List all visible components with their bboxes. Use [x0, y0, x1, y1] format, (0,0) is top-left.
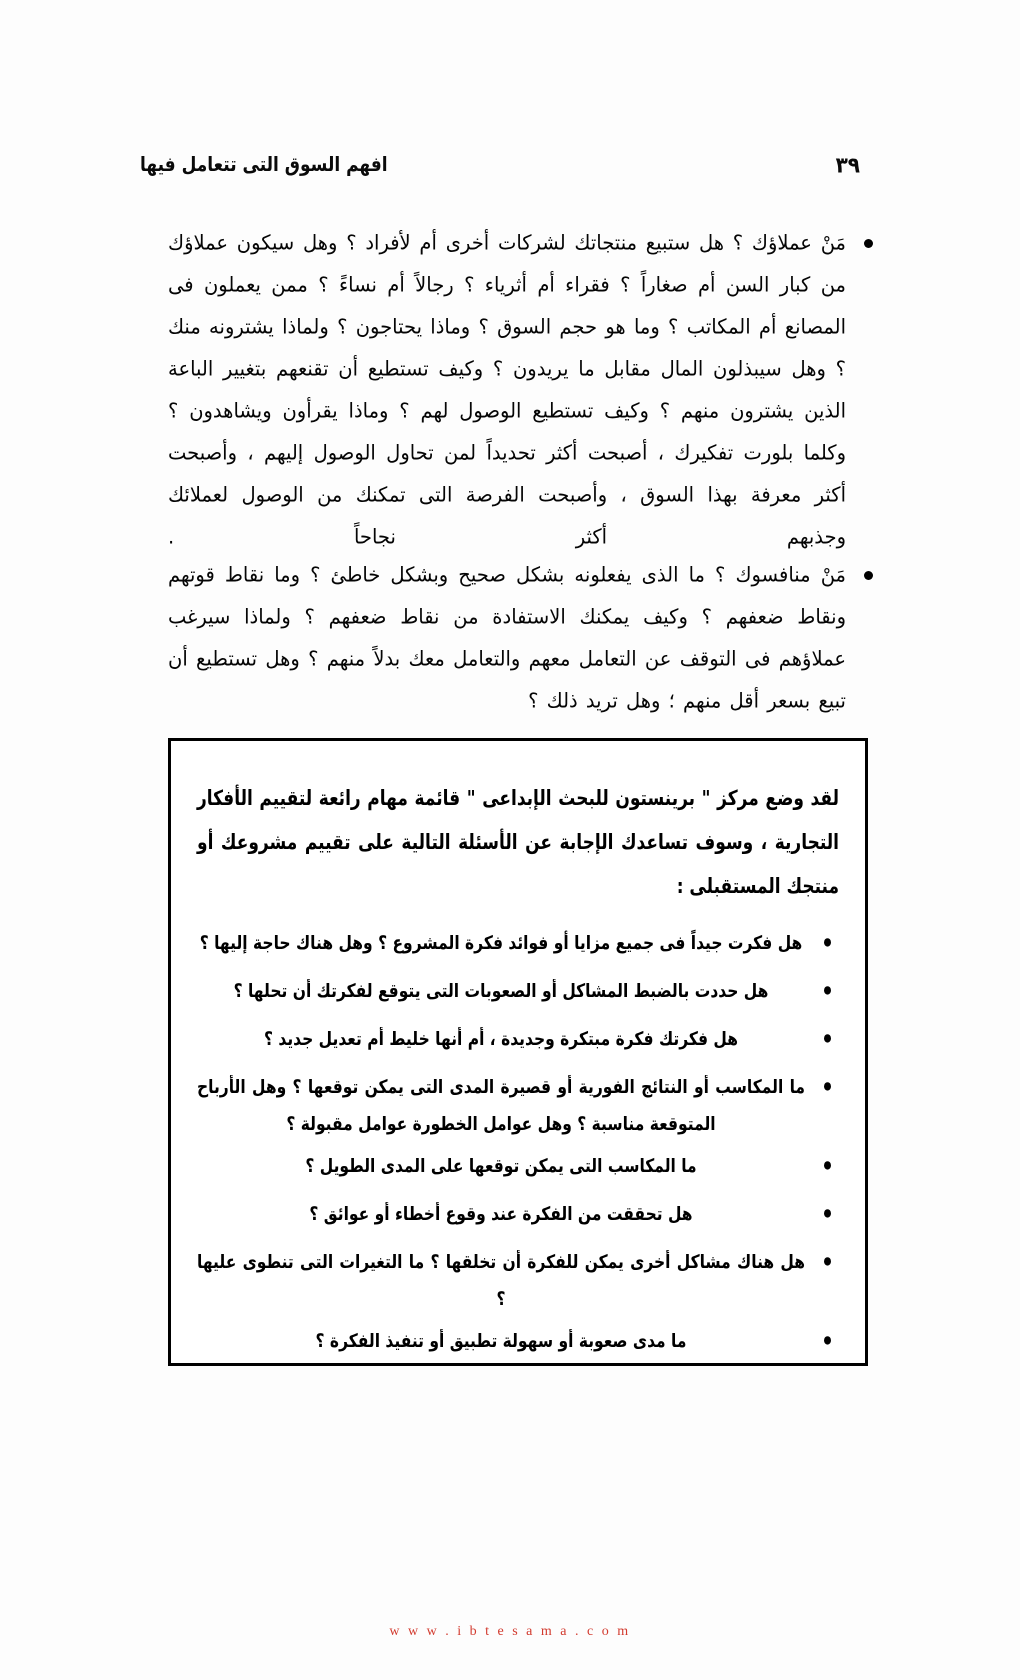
bullet-paragraph [166, 554, 872, 714]
bullet-dot-icon [864, 571, 873, 580]
list-item [197, 1021, 839, 1058]
list-item-text: هل حددت بالضبط المشاكل أو الصعوبات التى يتوقع لفكرتك أن تحلها ؟ [233, 980, 769, 1002]
bullet-dot-icon [824, 986, 831, 994]
list-item-text: ما المكاسب أو النتائج الفورية أو قصيرة المدى التى يمكن توقعها ؟ وهل الأرباح المتوقعة مناسبة ؟ وهل عوامل الخطورة عوامل مقبولة ؟ [197, 1076, 805, 1135]
checklist-intro-main: لقد وضع مركز " برينستون للبحث الإبداعى " قائمة مهام رائعة لتقييم الأفكار التجارية ، وسوف تساعدك الإجابة عن الأسئلة التالية على تقييم مشروعك أو [197, 786, 839, 856]
paragraph-text: مَنْ عملاؤك ؟ هل ستبيع منتجاتك لشركات أخرى أم لأفراد ؟ وهل سيكون عملاؤك من كبار السن أم صغاراً ؟ فقراء أم أثرياء ؟ رجالاً أم نساءً ؟ ممن يعملون فى المصانع أم المكاتب ؟ وما هو حجم السوق ؟ وماذا يحتاجون ؟ ولماذا يشترونه منك ؟ وهل سيبذلون المال مقابل ما يريدون ؟ وكيف تستطيع أن تقنعهم بتغيير الباعة الذين يشترون منهم ؟ وكيف تستطيع الوصول لهم ؟ وماذا يقرأون ويشاهدون ؟ وكلما بلورت تفكيرك ، أصبحت أكثر تحديداً لمن تحاول الوصول إليهم ، وأصبحت أكثر معرفة بهذا السوق ، وأصبحت الفرصة التى تمكنك من الوصول لعملائك وجذبهم أكثر نجاحاً . [168, 230, 846, 549]
list-item [197, 1196, 839, 1233]
bullet-dot-icon [824, 1209, 831, 1217]
bullet-dot-icon [824, 938, 831, 946]
body-column [166, 222, 872, 726]
checklist-intro [197, 777, 839, 909]
checklist-panel [168, 738, 868, 1366]
list-item-text: هل تحققت من الفكرة عند وقوع أخطاء أو عوائق ؟ [309, 1203, 693, 1225]
bullet-dot-icon [824, 1257, 831, 1265]
bullet-dot-icon [824, 1082, 831, 1090]
checklist-items [197, 925, 839, 1354]
list-item-text: هل هناك مشاكل أخرى يمكن للفكرة أن تخلقها ؟ ما التغيرات التى تنطوى عليها ؟ [197, 1251, 805, 1310]
bullet-dot-icon [824, 1336, 831, 1344]
list-item-text: هل فكرت جيداً فى جميع مزايا أو فوائد فكرة المشروع ؟ وهل هناك حاجة إليها ؟ [199, 932, 803, 954]
checklist-panel-inner [171, 741, 865, 1391]
list-item [197, 1323, 839, 1360]
footer-watermark-url: w w w . i b t e s a m a . c o m [389, 1624, 631, 1639]
page-title: افهم السوق التى تتعامل فيها [140, 153, 388, 177]
bullet-dot-icon [864, 239, 873, 248]
list-item-text: ما المكاسب التى يمكن توقعها على المدى الطويل ؟ [305, 1155, 697, 1177]
running-head [140, 148, 860, 182]
checklist-intro-tail: منتجك المستقبلى : [676, 874, 839, 899]
list-item [197, 973, 839, 1010]
page-number: ٣٩ [835, 151, 860, 179]
bullet-dot-icon [824, 1161, 831, 1169]
bullet-dot-icon [824, 1034, 831, 1042]
list-item-text: هل فكرتك فكرة مبتكرة وجديدة ، أم أنها خليط أم تعديل جديد ؟ [264, 1028, 738, 1050]
list-item [197, 1244, 839, 1318]
list-item [197, 925, 839, 962]
paragraph-text: مَنْ منافسوك ؟ ما الذى يفعلونه بشكل صحيح وبشكل خاطئ ؟ وما نقاط قوتهم ونقاط ضعفهم ؟ وكيف يمكنك الاستفادة من نقاط ضعفهم ؟ ولماذا سيرغب عملاؤهم فى التوقف عن التعامل معهم والتعامل معك بدلاً منهم ؟ وهل تستطيع أن تبيع بسعر أقل منهم ؛ وهل تريد ذلك ؟ [168, 562, 846, 713]
bullet-paragraph [166, 222, 872, 549]
list-item [197, 1069, 839, 1143]
list-item-text: ما مدى صعوبة أو سهولة تطبيق أو تنفيذ الفكرة ؟ [315, 1330, 687, 1352]
list-item [197, 1148, 839, 1185]
